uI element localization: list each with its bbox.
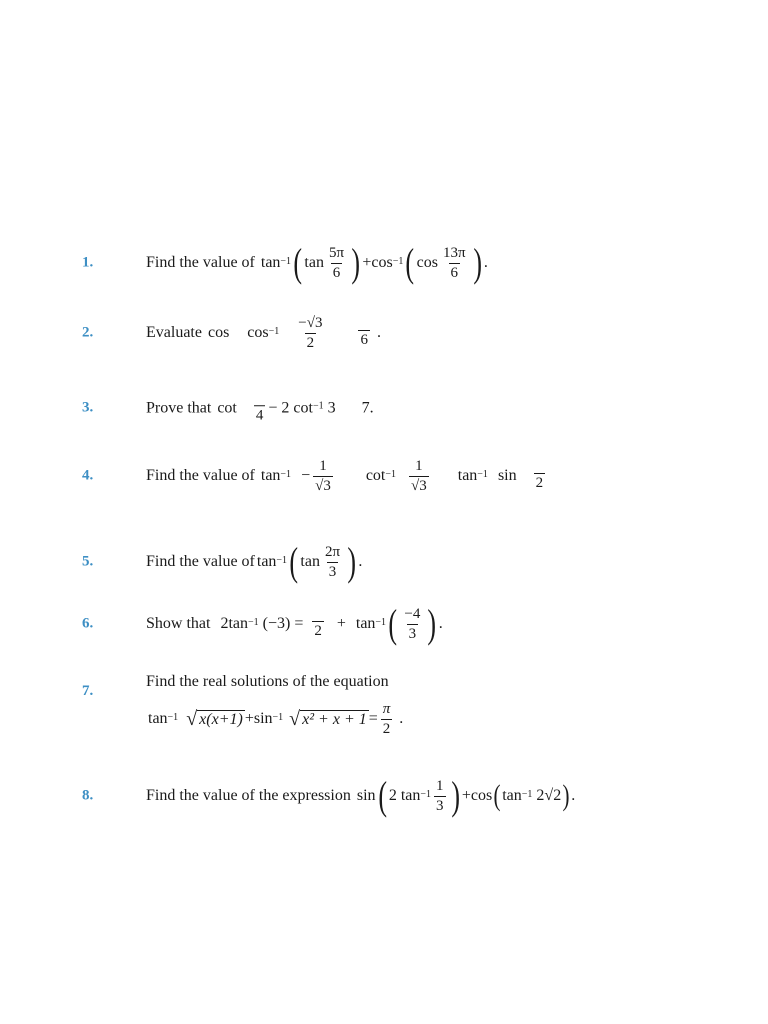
question-text: Find the value of the expression [146,787,351,804]
question-2 [0,303,768,363]
question-number: 7. [82,683,94,699]
question-text: Find the value of [146,254,255,271]
fraction: 2 [314,623,322,640]
question-8 [0,766,768,826]
fraction: 4 [255,407,264,424]
question-body: Prove that cot 4 − 2 cot $^{-1}$ 3 7 . [146,392,374,424]
question-body: Find the value of the expression sin ( 2 tan $^{-1}$ $\frac{1}{3}$ ) + cos ( tan $^{-1}$ 2√2 ) . [146,773,576,818]
fraction: $\frac{1}{√3}$ [315,458,331,494]
question-body: Find the value of tan $^{-1}$ − $\frac{1}{√3}$ cot $^{-1}$ $\frac{1}{√3}$ tan $^{-1}$ sin 2 [146,458,544,494]
fraction: 6 [360,332,368,349]
question-number: 5. [82,553,94,570]
question-equation: tan $^{-1}$ √ x(x+1) + sin $^{-1}$ √ x² + x + 1 = $\frac{\pi}{2}$ . [148,701,404,737]
question-number: 2. [82,324,94,341]
question-body: Find the value of tan $^{-1}$ ( tan $\frac{2\pi}{3}$ ) . [146,539,363,584]
question-text: Show that [146,615,211,632]
question-text: Prove that [146,399,212,416]
fraction: $\frac{5\pi}{6}$ [328,245,345,281]
question-3 [0,378,768,438]
question-number: 1. [82,254,94,271]
question-number: 4. [82,467,94,484]
question-7 [0,673,768,763]
fraction: $\frac{-4}{3}$ [404,606,421,642]
fraction: $\frac{1}{√3}$ [411,458,427,494]
square-root: √ x² + x + 1 [289,708,367,730]
question-body: Find the value of tan $^{-1}$ ( tan $\frac{5\pi}{6}$ ) + cos $^{-1}$ ( cos $\frac{13\pi}{6}$ ) . [146,240,488,285]
fraction: $\frac{2\pi}{3}$ [324,544,341,580]
question-text: Evaluate [146,324,202,341]
question-number: 3. [82,399,94,416]
question-6 [0,594,768,654]
question-5 [0,532,768,592]
question-text: Find the real solutions of the equation [146,673,389,690]
square-root: √ x(x+1) [186,708,243,730]
fraction: $\frac{-√3}{2}$ [298,315,323,351]
question-number: 8. [82,787,94,804]
question-1 [0,233,768,293]
question-number: 6. [82,615,94,632]
question-body: Evaluate cos cos $^{-1}$ $\frac{-√3}{2}$ 6 . [146,315,381,351]
question-4 [0,446,768,506]
fraction: 2 [535,475,544,492]
question-text: Find the value of [146,467,255,484]
fraction: $\frac{\pi}{2}$ [382,701,391,737]
question-text: Find the value of [146,553,255,570]
fraction: $\frac{13\pi}{6}$ [443,245,466,281]
fraction: $\frac{1}{3}$ [436,778,444,814]
question-body: Show that 2tan $^{-1}$ (−3) = 2 + tan $^{-1}$ ( $\frac{-4}{3}$ ) . [146,601,443,646]
